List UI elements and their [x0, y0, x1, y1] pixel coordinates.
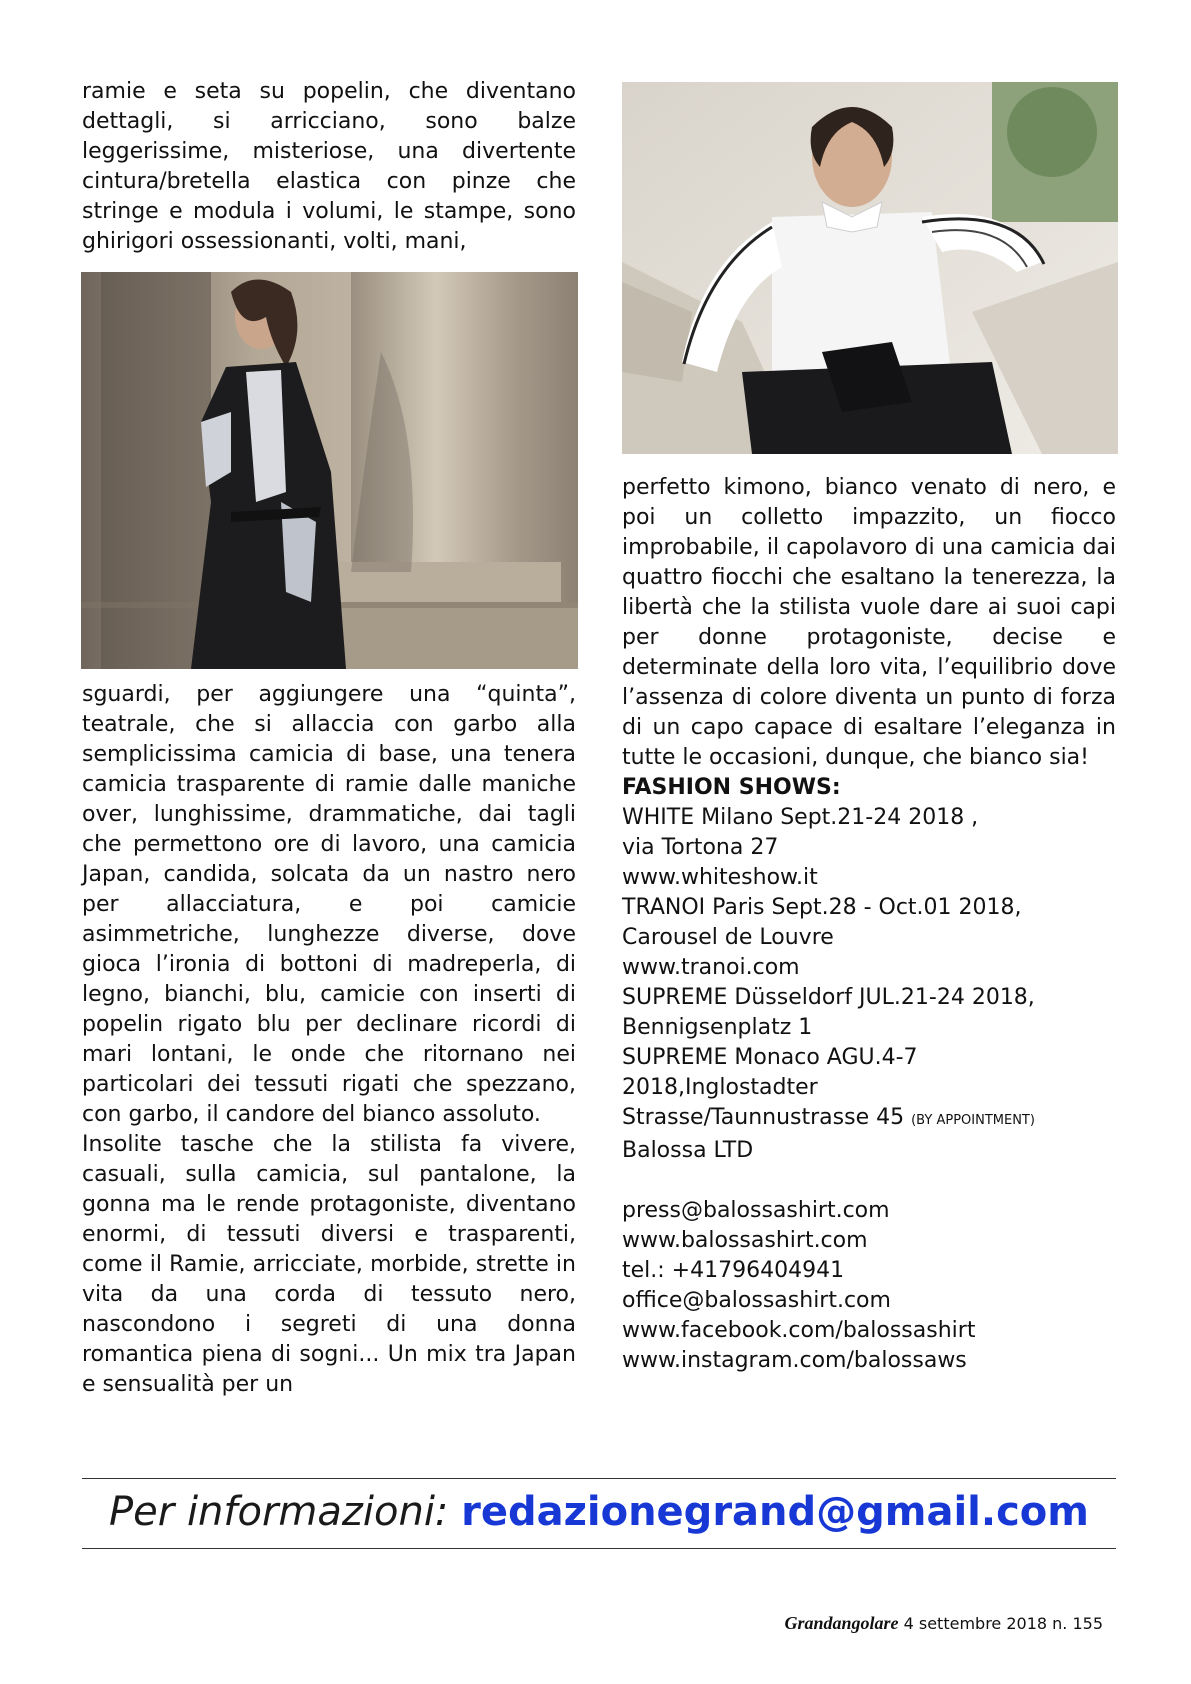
text-line: gonna ma le rende protagoniste, [82, 1192, 456, 1217]
text-line: candida, solcata da un nastro nero per [82, 862, 576, 917]
text-line: inserti di popelin rigato blu per declinare [82, 982, 577, 1037]
fashion-show-line: SUPREME Düsseldorf JUL.21-24 2018, [622, 985, 1035, 1010]
page-footer [784, 1613, 1103, 1634]
contact-label: Per informazioni: [109, 1489, 449, 1535]
fashion-show-line: Bennigsenplatz 1 [622, 1015, 813, 1040]
text-line: sguardi, per aggiungere una “quinta”, [82, 682, 576, 707]
article-paragraph [622, 473, 1116, 773]
fashion-show-line: WHITE Milano Sept.21-24 2018 , [622, 805, 979, 830]
issue-info: 4 settembre 2018 n. 155 [903, 1614, 1103, 1633]
text-line: ramie e seta su popelin, che diventano [82, 79, 576, 104]
text-line: allacciatura, e poi camicie [166, 892, 576, 917]
text-line: perfetto kimono, bianco venato di nero, [622, 475, 1090, 500]
text-line: colore diventa un punto di forza di un [622, 685, 1116, 740]
text-line: camicia dai quattro fiocchi che esaltano [622, 535, 1116, 590]
text-line: vuole dare ai suoi capi per donne [622, 595, 1116, 650]
fashion-photo-dark-coat [81, 272, 578, 669]
fashion-show-line [622, 1103, 1116, 1136]
text-line: una donna romantica piena di sogni... [82, 1312, 576, 1367]
text-line: morbide, strette in vita da una corda di [82, 1252, 576, 1307]
office-email-link[interactable]: office@balossashirt.com [622, 1288, 891, 1313]
fashion-show-link[interactable]: www.tranoi.com [622, 955, 800, 980]
fashion-show-line: via Tortona 27 [622, 835, 779, 860]
text-line: e poi un colletto impazzito, un fiocco [622, 475, 1116, 530]
text-line: cintura/bretella elastica con pinze che [82, 169, 576, 194]
divider-top [82, 1478, 1116, 1479]
article-paragraph [82, 1130, 576, 1400]
text-line: ricordi di mari lontani, le onde che [82, 1012, 576, 1067]
text-line: Un mix tra Japan e sensualità per un [82, 1342, 576, 1397]
fashion-show-line: 2018,Inglostadter [622, 1075, 818, 1100]
fashion-photo-white-shirt [622, 82, 1118, 454]
appointment-note: (BY APPOINTMENT) [911, 1113, 1035, 1128]
contact-email-link[interactable]: redazionegrand@gmail.com [461, 1489, 1089, 1535]
instagram-link[interactable]: www.instagram.com/balossaws [622, 1348, 967, 1373]
text-line: asimmetriche, lunghezze diverse, dove [82, 922, 576, 947]
phone-number: tel.: +41796404941 [622, 1258, 845, 1283]
text-line: diventano enormi, di tessuti diversi e [82, 1192, 576, 1247]
fashion-shows-heading: FASHION SHOWS: [622, 775, 841, 800]
text-line: semplicissima camicia di base, una [82, 742, 492, 767]
text-line: capo capace di esaltare l’eleganza in [690, 715, 1116, 740]
text-line: improbabile, il capolavoro di una [622, 535, 984, 560]
text-line: bianco assoluto. [362, 1102, 541, 1127]
article-column-right [622, 473, 1116, 1376]
article-column-left-bottom [82, 680, 576, 1400]
text-line: gioca l’ironia di bottoni di madreperla, [82, 952, 542, 977]
facebook-link[interactable]: www.facebook.com/balossashirt [622, 1318, 976, 1343]
magazine-name: Grandangolare [784, 1613, 899, 1633]
article-column-left-top [82, 77, 576, 257]
contact-banner [82, 1482, 1116, 1542]
text-line: ore di lavoro, una camicia Japan, [82, 832, 577, 887]
text-line: dettagli, si arricciano, sono balze [82, 109, 576, 134]
text-line: di legno, bianchi, blu, camicie con [82, 952, 577, 1007]
text-line: loro vita, l’equilibrio dove l’assenza di [622, 655, 1116, 710]
text-line: drammatiche, dai tagli che permettono [82, 802, 577, 857]
company-name: Balossa LTD [622, 1138, 754, 1163]
text-line: casuali, sulla camicia, sul pantalone, la [82, 1162, 576, 1187]
text-line: protagoniste, decise e determinate della [622, 625, 1116, 680]
contact-email-link[interactable]: press@balossashirt.com [622, 1198, 890, 1223]
fashion-show-line: SUPREME Monaco AGU.4-7 [622, 1045, 918, 1070]
text-line: la tenerezza, la libertà che la stilista [622, 565, 1116, 620]
fashion-shows-list [622, 803, 1116, 1376]
text-line: sia! [1049, 745, 1089, 770]
fashion-show-line: Carousel de Louvre [622, 925, 834, 950]
text-line: teatrale, che si allaccia con garbo alla [82, 712, 576, 737]
text-line: tutte le occasioni, dunque, che bianco [622, 745, 1043, 770]
text-line: tenera camicia trasparente di ramie [82, 742, 577, 797]
spacer [622, 1166, 1116, 1196]
article-paragraph [82, 77, 576, 257]
website-link[interactable]: www.balossashirt.com [622, 1228, 868, 1253]
text-line: dalle maniche over, lunghissime, [82, 772, 577, 827]
article-paragraph [82, 680, 576, 1130]
divider-bottom [82, 1548, 1116, 1549]
address-text: Strasse/Taunnustrasse 45 [622, 1105, 905, 1130]
text-line: tessuto nero, nascondono i segreti di [82, 1282, 576, 1337]
text-line: sono ghirigori ossessionanti, volti, mani, [82, 199, 576, 254]
text-line: stringe e modula i volumi, le stampe, [82, 199, 514, 224]
fashion-show-link[interactable]: www.whiteshow.it [622, 865, 818, 890]
text-line: Insolite tasche che la stilista fa vivere, [82, 1132, 576, 1157]
text-line: che spezzano, con garbo, il candore del [82, 1072, 576, 1127]
fashion-show-line: TRANOI Paris Sept.28 - Oct.01 2018, [622, 895, 1022, 920]
text-line: ritornano nei particolari dei tessuti rigati [82, 1042, 576, 1097]
text-line: leggerissime, misteriose, una divertente [82, 139, 576, 164]
text-line: trasparenti, come il Ramie, arricciate, [82, 1222, 576, 1277]
